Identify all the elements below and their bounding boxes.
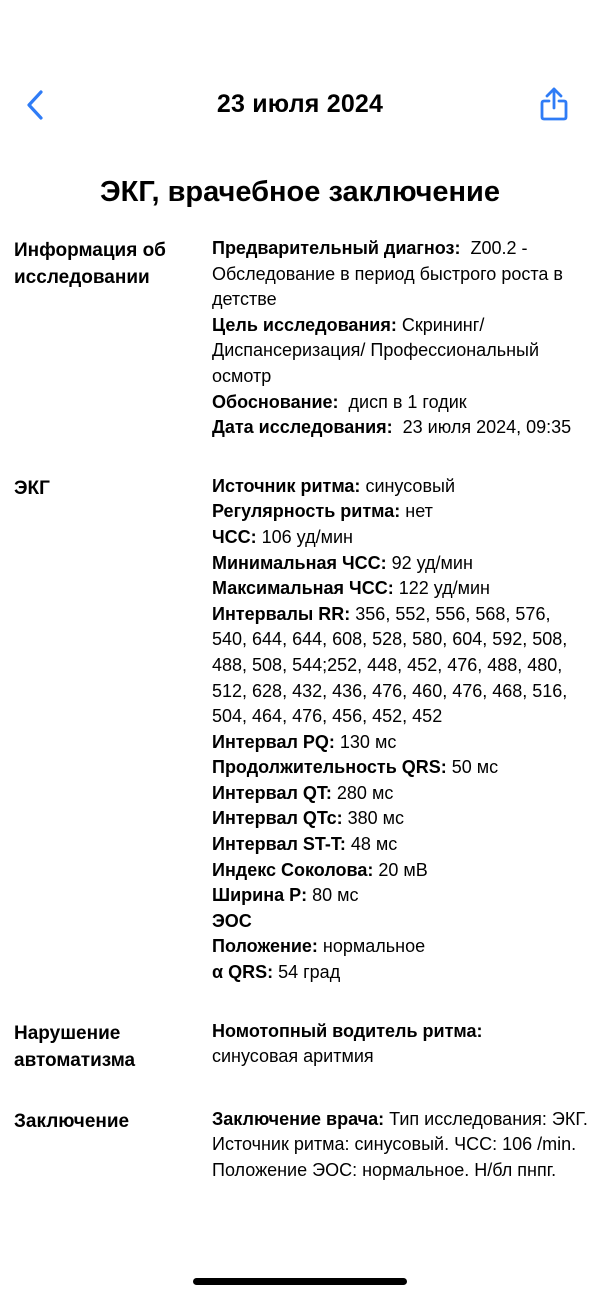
field-key: Интервал QTc:	[212, 808, 343, 829]
field-key: Источник ритма:	[212, 475, 361, 496]
field-row	[212, 525, 588, 551]
field-value: Скрининг/ Диспансеризация/ Профессиональный осмотр	[212, 314, 545, 386]
field-key: ЭОС	[212, 910, 252, 931]
section-body	[212, 1019, 588, 1074]
field-row	[212, 832, 588, 858]
field-key: Минимальная ЧСС:	[212, 552, 387, 573]
share-icon	[539, 86, 569, 122]
field-key: Положение:	[212, 936, 318, 957]
section-label: Заключение	[14, 1110, 130, 1132]
field-value: 280 мс	[331, 782, 394, 803]
field-value: 92 уд/мин	[386, 552, 473, 573]
field-row	[212, 858, 588, 884]
field-row	[212, 415, 588, 441]
section-body	[212, 474, 588, 986]
field-value: Тип исследования: ЭКГ. Источник ритма: синусовый. ЧСС: 106 /min. Положение ЭОС: нормальное. Н/бл пнпг.	[212, 1108, 593, 1180]
field-value: 122 уд/мин	[393, 578, 490, 599]
section-ecg	[14, 474, 588, 986]
field-key: Продолжительность QRS:	[212, 757, 447, 778]
section-label: ЭКГ	[14, 477, 50, 499]
field-value: 130 мс	[334, 731, 397, 752]
field-key: Интервалы RR:	[212, 603, 351, 624]
field-value: 50 мс	[446, 757, 499, 778]
field-row	[212, 806, 588, 832]
field-key: Максимальная ЧСС:	[212, 578, 394, 599]
navigation-bar	[0, 76, 600, 136]
field-key: Номотопный водитель ритма:	[212, 1020, 483, 1041]
field-row	[212, 909, 588, 935]
field-value: синусовая аритмия	[212, 1046, 374, 1067]
field-key: Интервал PQ:	[212, 731, 335, 752]
field-row	[212, 1019, 588, 1045]
field-value: синусовый	[360, 475, 455, 496]
field-value: 23 июля 2024, 09:35	[392, 417, 572, 438]
field-row	[212, 576, 588, 602]
share-button[interactable]	[534, 84, 574, 124]
page-title: 23 июля 2024	[216, 90, 384, 118]
field-key: Индекс Соколова:	[212, 859, 374, 880]
document-title: ЭКГ, врачебное заключение	[99, 176, 501, 208]
field-value: нормальное	[317, 936, 426, 957]
field-value: нет	[400, 501, 433, 522]
field-key: Предварительный диагноз:	[212, 238, 461, 258]
field-row	[212, 781, 588, 807]
field-value: дисп в 1 годик	[338, 391, 467, 412]
field-row	[212, 755, 588, 781]
section-conclusion	[14, 1107, 593, 1184]
field-value: 380 мс	[342, 808, 404, 829]
section-body	[212, 1107, 593, 1184]
field-key: α QRS:	[212, 962, 274, 983]
field-key: Заключение врача:	[212, 1108, 385, 1129]
field-value: 356, 552, 556, 568, 576, 540, 644, 644, 608, 528, 580, 604, 592, 508, 488, 508, 544;252, 448, 452, 476, 488, 480, 512, 628, 432, 436, 476, 460, 476, 468, 516, 504, 464, 476, 456, 452, 452	[212, 603, 573, 727]
field-row	[212, 934, 588, 960]
field-key: Дата исследования:	[212, 417, 393, 438]
field-row	[212, 730, 588, 756]
field-row	[212, 1044, 588, 1070]
field-row	[212, 1107, 593, 1184]
field-row	[212, 313, 588, 390]
section-body	[212, 236, 588, 441]
field-row	[212, 236, 588, 313]
field-row	[212, 960, 588, 986]
field-value: Z00.2 - Обследование в период быстрого роста в детстве	[212, 238, 568, 310]
field-key: Регулярность ритма:	[212, 501, 401, 522]
report-sections	[14, 236, 593, 1216]
section-study-info	[14, 236, 588, 441]
field-row	[212, 602, 588, 730]
section-label: Нарушение автоматизма	[14, 1022, 136, 1071]
field-key: Интервал ST-T:	[212, 834, 346, 855]
field-value: 106 уд/мин	[256, 526, 353, 547]
field-value: 54 град	[273, 962, 341, 983]
field-row	[212, 883, 588, 909]
field-value: 20 мВ	[373, 859, 428, 880]
field-value: 80 мс	[307, 885, 359, 906]
section-label: Информация об исследовании	[14, 240, 166, 288]
field-row	[212, 474, 588, 500]
field-key: Ширина P:	[212, 885, 308, 906]
field-value: 48 мс	[345, 834, 398, 855]
field-row	[212, 499, 588, 525]
field-key: Цель исследования:	[212, 314, 397, 335]
home-indicator[interactable]	[193, 1278, 407, 1285]
section-automatism	[14, 1019, 588, 1074]
field-row	[212, 390, 588, 416]
field-key: Интервал QT:	[212, 782, 332, 803]
field-row	[212, 551, 588, 577]
field-key: Обоснование:	[212, 391, 339, 412]
field-key: ЧСС:	[212, 526, 257, 547]
